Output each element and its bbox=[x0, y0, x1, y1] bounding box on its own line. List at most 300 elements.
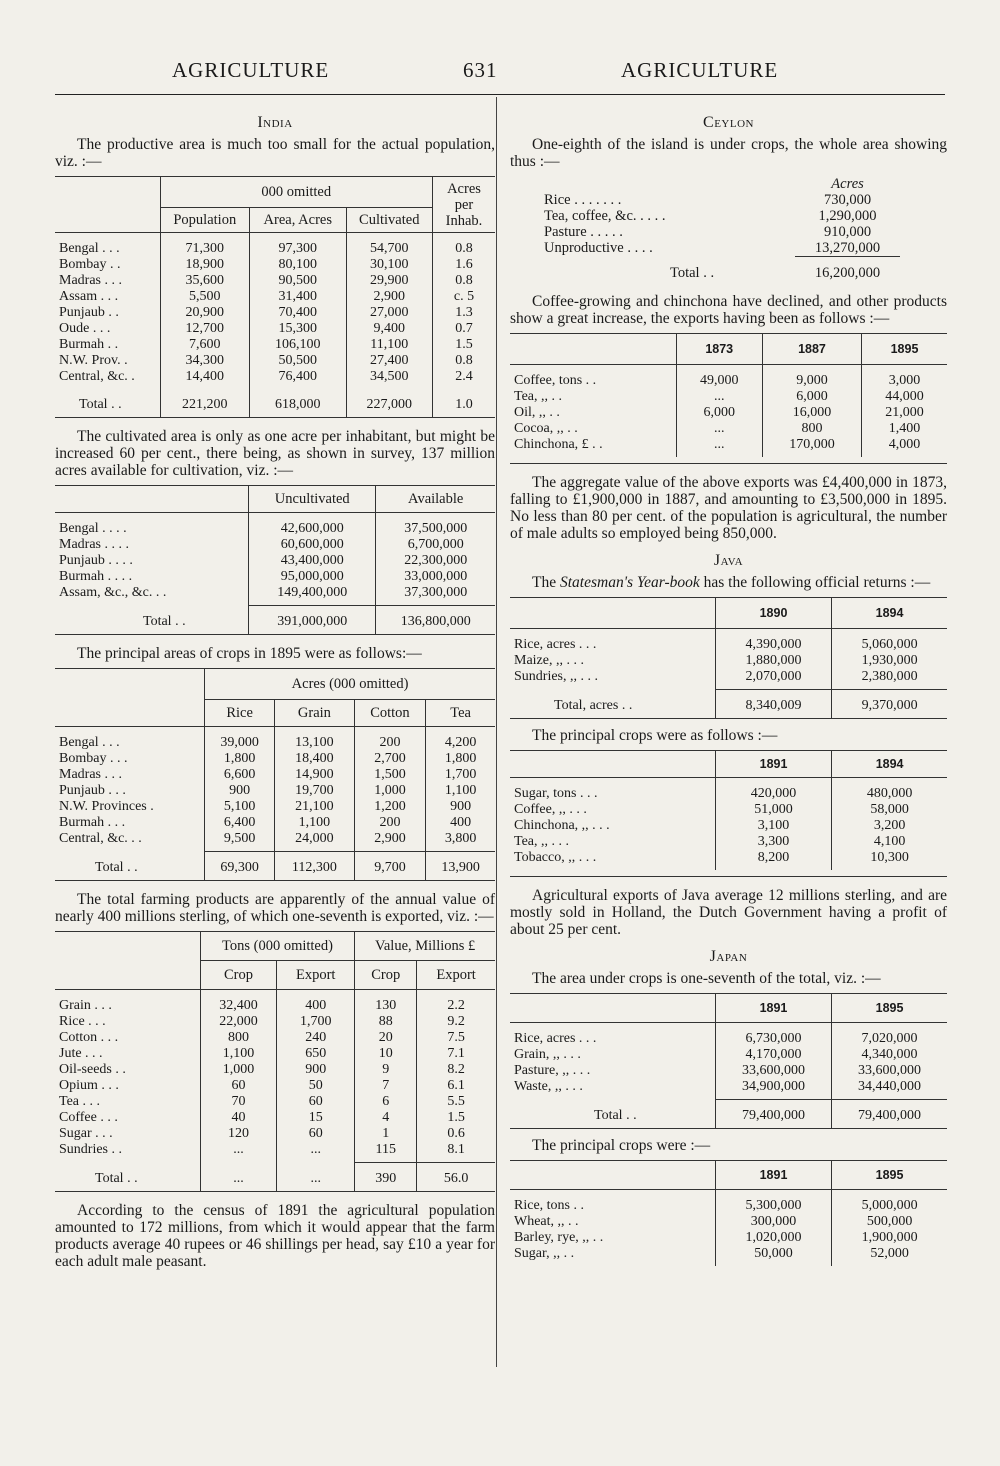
cell-value: 30,100 bbox=[346, 257, 433, 273]
cell-value: 1,930,000 bbox=[832, 653, 947, 669]
row-label: Barley, rye, ,, . . bbox=[514, 1230, 604, 1245]
table-row bbox=[55, 353, 495, 369]
cell-value: c. 5 bbox=[433, 289, 496, 305]
table-row bbox=[510, 389, 947, 405]
cell-value: ... bbox=[676, 437, 762, 457]
table-row bbox=[510, 629, 947, 654]
india-t3-h-tea: Tea bbox=[426, 700, 495, 727]
cell-value: 6,700,000 bbox=[376, 537, 495, 553]
row-label: Pasture . . . . . bbox=[544, 224, 623, 240]
cell-value: 15 bbox=[277, 1110, 355, 1126]
table-row bbox=[55, 767, 495, 783]
cell-value: 3,100 bbox=[715, 818, 831, 834]
cell-value: 1,700 bbox=[426, 767, 495, 783]
india-t3-total: Total . . 69,300 112,300 9,700 13,900 bbox=[55, 852, 495, 881]
ceylon-h-1873: 1873 bbox=[676, 334, 762, 365]
cell-value: 13,270,000 bbox=[814, 240, 881, 256]
row-label: Assam . . . bbox=[59, 289, 119, 304]
cell-value: 3,800 bbox=[426, 831, 495, 852]
row-label: Wheat, ,, . . bbox=[514, 1214, 579, 1229]
java-p2: The principal crops were as follows :— bbox=[532, 727, 778, 744]
ceylon-area-table bbox=[540, 176, 900, 285]
row-label: Cocoa, ,, . . bbox=[514, 421, 578, 436]
cell-value: 1,900,000 bbox=[832, 1230, 947, 1246]
india-p2: The cultivated area is only as one acre per inhabitant, but might be increased 60 per cent., there being, as shown in survey, 137 million acres available for cultivation, viz. :— bbox=[55, 428, 495, 479]
india-heading: India bbox=[257, 114, 293, 131]
table-row bbox=[55, 1014, 495, 1030]
table-row bbox=[55, 1030, 495, 1046]
table-row bbox=[510, 1230, 947, 1246]
cell-value: 34,900,000 bbox=[715, 1079, 831, 1100]
row-label: Central, &c. . . bbox=[59, 831, 142, 847]
japan-h-1891b: 1891 bbox=[715, 1161, 831, 1190]
cell-value: 50,000 bbox=[715, 1246, 831, 1266]
table-row bbox=[55, 799, 495, 815]
table-row bbox=[510, 653, 947, 669]
cell-value: 400 bbox=[426, 815, 495, 831]
cell-value: 1 bbox=[355, 1126, 417, 1142]
cell-value: 18,900 bbox=[160, 257, 250, 273]
table-row bbox=[55, 990, 495, 1015]
row-label: N.W. Prov. . bbox=[59, 353, 128, 368]
row-label: Sugar . . . bbox=[59, 1126, 113, 1141]
cell-value: 95,000,000 bbox=[249, 569, 376, 585]
table-row bbox=[55, 369, 495, 389]
row-label: Oil-seeds . . bbox=[59, 1062, 126, 1077]
cell-value: 1.5 bbox=[417, 1110, 495, 1126]
table-row bbox=[55, 815, 495, 831]
cell-value: 800 bbox=[200, 1030, 277, 1046]
ceylon-p3: The aggregate value of the above exports was £4,400,000 in 1873, falling to £1,900,000 in 1887, and amounting to £3,500,000 in 1895. No less than 80 per cent. of the population is agricultural, the number of male adults so employed being 850,000. bbox=[510, 474, 947, 542]
java-t1-total: Total, acres . . 8,340,009 9,370,000 bbox=[510, 690, 947, 719]
cell-value: 730,000 bbox=[823, 192, 872, 208]
cell-value: 33,600,000 bbox=[832, 1063, 947, 1079]
row-label: Tea . . . bbox=[59, 1094, 101, 1109]
cell-value: 58,000 bbox=[832, 802, 947, 818]
india-t1-area-head: Area, Acres bbox=[250, 208, 346, 233]
india-t2-av-head: Available bbox=[376, 486, 495, 513]
cell-value: 97,300 bbox=[250, 233, 346, 258]
cell-value: 20,900 bbox=[160, 305, 250, 321]
row-label: Rice, tons . . bbox=[514, 1198, 584, 1213]
india-t4-h-crop-value: Crop bbox=[355, 961, 417, 990]
india-area-table bbox=[55, 176, 495, 418]
cell-value: 1,200 bbox=[354, 799, 425, 815]
cell-value: 34,500 bbox=[346, 369, 433, 389]
row-label: Coffee, ,, . . . bbox=[514, 802, 587, 817]
running-head-right: AGRICULTURE bbox=[621, 58, 779, 82]
table-row bbox=[55, 289, 495, 305]
java-h-1891: 1891 bbox=[715, 751, 831, 778]
cell-value: 40 bbox=[200, 1110, 277, 1126]
india-t4-total: Total . . ... ... 390 56.0 bbox=[55, 1163, 495, 1192]
right-column bbox=[510, 104, 947, 1266]
india-uncultivated-table bbox=[55, 485, 495, 635]
table-row bbox=[55, 553, 495, 569]
table-row bbox=[510, 405, 947, 421]
cell-value: 1,100 bbox=[200, 1046, 277, 1062]
row-label: Sugar, ,, . . bbox=[514, 1246, 575, 1261]
table-row bbox=[510, 778, 947, 803]
cell-value: 60 bbox=[277, 1094, 355, 1110]
cell-value: 7 bbox=[355, 1078, 417, 1094]
cell-value: 0.6 bbox=[417, 1126, 495, 1142]
cell-value: 33,600,000 bbox=[715, 1063, 831, 1079]
india-t2-total: Total . . 391,000,000 136,800,000 bbox=[55, 606, 495, 635]
header-rule bbox=[55, 94, 945, 95]
ceylon-total: Total . . 16,200,000 bbox=[540, 257, 900, 286]
india-t4-h-crop: Crop bbox=[200, 961, 277, 990]
india-t1-pop-head: Population bbox=[160, 208, 250, 233]
row-label: Madras . . . . bbox=[59, 537, 129, 552]
cell-value: 120 bbox=[200, 1126, 277, 1142]
java-p3: Agricultural exports of Java average 12 millions sterling, and are mostly sold in Holland, the Dutch Government having a profit of about 25 per cent. bbox=[510, 887, 947, 938]
india-p4: The total farming products are apparently of the annual value of nearly 400 millions sterling, of which one-seventh is exported, viz. :— bbox=[55, 891, 495, 925]
cell-value: 51,000 bbox=[715, 802, 831, 818]
row-label: Punjaub . . . bbox=[59, 783, 126, 798]
cell-value: 130 bbox=[355, 990, 417, 1015]
japan-intro: The area under crops is one-seventh of the total, viz. :— bbox=[532, 970, 881, 987]
cell-value: 5,060,000 bbox=[832, 629, 947, 654]
japan-heading: Japan bbox=[709, 948, 748, 965]
table-row bbox=[540, 192, 900, 208]
cell-value: 10 bbox=[355, 1046, 417, 1062]
table-row bbox=[55, 513, 495, 538]
row-label: Maize, ,, . . . bbox=[514, 653, 584, 668]
left-column bbox=[55, 104, 495, 1276]
cell-value: 29,900 bbox=[346, 273, 433, 289]
cell-value: 1,000 bbox=[354, 783, 425, 799]
row-label: Grain . . . bbox=[59, 998, 112, 1013]
cell-value: 200 bbox=[354, 727, 425, 752]
cell-value: 9,000 bbox=[762, 365, 861, 390]
table-row bbox=[510, 1023, 947, 1048]
cell-value: ... bbox=[277, 1142, 355, 1163]
cell-value: 60 bbox=[277, 1126, 355, 1142]
cell-value: 2,900 bbox=[354, 831, 425, 852]
cell-value: 1,000 bbox=[200, 1062, 277, 1078]
cell-value: 32,400 bbox=[200, 990, 277, 1015]
java-crops-table bbox=[510, 750, 947, 870]
cell-value: 6.1 bbox=[417, 1078, 495, 1094]
row-label: Unproductive . . . . bbox=[544, 240, 653, 257]
table-row bbox=[510, 834, 947, 850]
cell-value: 3,200 bbox=[832, 818, 947, 834]
cell-value: 3,300 bbox=[715, 834, 831, 850]
cell-value: 6,400 bbox=[205, 815, 275, 831]
india-products-table bbox=[55, 931, 495, 1192]
india-t1-acres-head: Acres per Inhab. bbox=[433, 177, 496, 233]
cell-value: 6,000 bbox=[676, 405, 762, 421]
cell-value: 900 bbox=[277, 1062, 355, 1078]
cell-value: 5,000,000 bbox=[832, 1190, 947, 1215]
cell-value: 8.2 bbox=[417, 1062, 495, 1078]
ceylon-heading: Ceylon bbox=[703, 114, 754, 131]
java-h-1890: 1890 bbox=[715, 598, 831, 629]
india-t1-total: Total . . 221,200 618,000 227,000 1.0 bbox=[55, 389, 495, 418]
java-returns-table bbox=[510, 597, 947, 719]
table-row bbox=[55, 273, 495, 289]
cell-value: 22,000 bbox=[200, 1014, 277, 1030]
cell-value: 49,000 bbox=[676, 365, 762, 390]
india-t4-h-export-value: Export bbox=[417, 961, 495, 990]
cell-value: 10,300 bbox=[832, 850, 947, 870]
cell-value: 19,700 bbox=[275, 783, 355, 799]
cell-value: 12,700 bbox=[160, 321, 250, 337]
table-row bbox=[510, 421, 947, 437]
row-label: Tobacco, ,, . . . bbox=[514, 850, 597, 865]
cell-value: 1,100 bbox=[275, 815, 355, 831]
cell-value: 1.6 bbox=[433, 257, 496, 273]
cell-value: 7,600 bbox=[160, 337, 250, 353]
cell-value: 900 bbox=[426, 799, 495, 815]
row-label: Chinchona, ,, . . . bbox=[514, 818, 610, 833]
cell-value: 420,000 bbox=[715, 778, 831, 803]
cell-value: 910,000 bbox=[823, 224, 872, 240]
row-label: Bengal . . . bbox=[59, 241, 120, 256]
cell-value: 2.2 bbox=[417, 990, 495, 1015]
cell-value: ... bbox=[676, 421, 762, 437]
row-label: Cotton . . . bbox=[59, 1030, 119, 1045]
cell-value: 4,390,000 bbox=[715, 629, 831, 654]
cell-value: 24,000 bbox=[275, 831, 355, 852]
cell-value: 400 bbox=[277, 990, 355, 1015]
row-label: Punjaub . . . . bbox=[59, 553, 133, 568]
row-label: Burmah . . bbox=[59, 337, 119, 352]
cell-value: 8,200 bbox=[715, 850, 831, 870]
java-h-1894b: 1894 bbox=[832, 751, 947, 778]
table-row bbox=[55, 783, 495, 799]
cell-value: 34,300 bbox=[160, 353, 250, 369]
cell-value: 6,600 bbox=[205, 767, 275, 783]
row-label: Madras . . . bbox=[59, 273, 122, 288]
cell-value: 650 bbox=[277, 1046, 355, 1062]
cell-value: 39,000 bbox=[205, 727, 275, 752]
cell-value: 5,500 bbox=[160, 289, 250, 305]
cell-value: 5.5 bbox=[417, 1094, 495, 1110]
japan-t1-total: Total . . 79,400,000 79,400,000 bbox=[510, 1100, 947, 1129]
table-row bbox=[55, 585, 495, 606]
cell-value: 1.5 bbox=[433, 337, 496, 353]
java-heading: Java bbox=[713, 552, 744, 569]
india-t3-h-cotton: Cotton bbox=[354, 700, 425, 727]
india-t3-group: Acres (000 omitted) bbox=[205, 669, 495, 700]
row-label: Burmah . . . bbox=[59, 815, 126, 830]
table-row bbox=[510, 1190, 947, 1215]
row-label: Oil, ,, . . bbox=[514, 405, 560, 420]
cell-value: 2,380,000 bbox=[832, 669, 947, 690]
ceylon-intro: One-eighth of the island is under crops, the whole area showing thus :— bbox=[510, 136, 947, 170]
cell-value: 149,400,000 bbox=[249, 585, 376, 606]
table-row bbox=[55, 831, 495, 852]
ceylon-h-1895: 1895 bbox=[862, 334, 947, 365]
table-row bbox=[510, 1079, 947, 1100]
cell-value: 37,300,000 bbox=[376, 585, 495, 606]
cell-value: 71,300 bbox=[160, 233, 250, 258]
india-t1-cult-head: Cultivated bbox=[346, 208, 433, 233]
row-label: Sundries, ,, . . . bbox=[514, 669, 598, 685]
cell-value: ... bbox=[676, 389, 762, 405]
cell-value: 21,100 bbox=[275, 799, 355, 815]
row-label: Assam, &c., &c. . . bbox=[59, 585, 167, 601]
row-label: Waste, ,, . . . bbox=[514, 1079, 583, 1095]
cell-value: 14,400 bbox=[160, 369, 250, 389]
cell-value: 2,900 bbox=[346, 289, 433, 305]
cell-value: 1,700 bbox=[277, 1014, 355, 1030]
cell-value: 33,000,000 bbox=[376, 569, 495, 585]
cell-value: 4,340,000 bbox=[832, 1047, 947, 1063]
table-row bbox=[55, 1078, 495, 1094]
japan-p2: The principal crops were :— bbox=[532, 1137, 711, 1154]
table-row bbox=[540, 208, 900, 224]
table-row bbox=[55, 1126, 495, 1142]
cell-value: 1,880,000 bbox=[715, 653, 831, 669]
row-label: Sundries . . bbox=[59, 1142, 122, 1158]
cell-value: 240 bbox=[277, 1030, 355, 1046]
cell-value: 800 bbox=[762, 421, 861, 437]
cell-value: 16,000 bbox=[762, 405, 861, 421]
ceylon-acres-label: Acres bbox=[831, 176, 864, 192]
cell-value: 37,500,000 bbox=[376, 513, 495, 538]
cell-value: 20 bbox=[355, 1030, 417, 1046]
cell-value: 90,500 bbox=[250, 273, 346, 289]
cell-value: 43,400,000 bbox=[249, 553, 376, 569]
cell-value: 27,400 bbox=[346, 353, 433, 369]
cell-value: 9.2 bbox=[417, 1014, 495, 1030]
table-row bbox=[55, 1142, 495, 1163]
table-row bbox=[510, 1063, 947, 1079]
india-t4-g1: Tons (000 omitted) bbox=[200, 932, 355, 961]
cell-value: 4 bbox=[355, 1110, 417, 1126]
cell-value: 6,000 bbox=[762, 389, 861, 405]
india-t1-group: 000 omitted bbox=[160, 177, 432, 208]
india-p5: According to the census of 1891 the agricultural population amounted to 172 millions, from which it would appear that the farm products average 40 rupees or 46 shillings per head, say £10 a year for each adult male peasant. bbox=[55, 1202, 495, 1270]
cell-value: 4,200 bbox=[426, 727, 495, 752]
japan-h-1891: 1891 bbox=[715, 994, 831, 1023]
cell-value: 5,100 bbox=[205, 799, 275, 815]
row-label: Rice . . . . . . . bbox=[544, 192, 622, 208]
cell-value: 52,000 bbox=[832, 1246, 947, 1266]
cell-value: 18,400 bbox=[275, 751, 355, 767]
row-label: Coffee, tons . . bbox=[514, 373, 597, 388]
india-t4-h-export: Export bbox=[277, 961, 355, 990]
cell-value: 1,290,000 bbox=[818, 208, 877, 224]
japan-area-table bbox=[510, 993, 947, 1129]
table-row bbox=[55, 751, 495, 767]
cell-value: 5,300,000 bbox=[715, 1190, 831, 1215]
cell-value: 76,400 bbox=[250, 369, 346, 389]
cell-value: 3,000 bbox=[862, 365, 947, 390]
row-label: Jute . . . bbox=[59, 1046, 103, 1061]
row-label: Punjaub . . bbox=[59, 305, 119, 320]
cell-value: 44,000 bbox=[862, 389, 947, 405]
cell-value: 900 bbox=[205, 783, 275, 799]
cell-value: 1,800 bbox=[426, 751, 495, 767]
cell-value: 42,600,000 bbox=[249, 513, 376, 538]
cell-value: 500,000 bbox=[832, 1214, 947, 1230]
cell-value: 22,300,000 bbox=[376, 553, 495, 569]
cell-value: 200 bbox=[354, 815, 425, 831]
cell-value: 70,400 bbox=[250, 305, 346, 321]
japan-h-1895b: 1895 bbox=[832, 1161, 947, 1190]
row-label: Bengal . . . bbox=[59, 735, 120, 750]
cell-value: 2,070,000 bbox=[715, 669, 831, 690]
cell-value: 14,900 bbox=[275, 767, 355, 783]
cell-value: 50 bbox=[277, 1078, 355, 1094]
table-row bbox=[55, 321, 495, 337]
cell-value: 9,400 bbox=[346, 321, 433, 337]
java-intro: The Statesman's Year-book has the following official returns :— bbox=[532, 574, 931, 591]
table-row bbox=[55, 1094, 495, 1110]
table-row bbox=[510, 437, 947, 457]
row-label: Tea, coffee, &c. . . . . bbox=[544, 208, 666, 224]
table-row bbox=[510, 850, 947, 870]
cell-value: 0.8 bbox=[433, 273, 496, 289]
table-row bbox=[510, 1246, 947, 1266]
cell-value: 6 bbox=[355, 1094, 417, 1110]
cell-value: 2,700 bbox=[354, 751, 425, 767]
cell-value: 106,100 bbox=[250, 337, 346, 353]
table-row bbox=[510, 802, 947, 818]
cell-value: 7.5 bbox=[417, 1030, 495, 1046]
table-row bbox=[55, 305, 495, 321]
cell-value: 60,600,000 bbox=[249, 537, 376, 553]
cell-value: 480,000 bbox=[832, 778, 947, 803]
table-row bbox=[55, 1046, 495, 1062]
cell-value: 7,020,000 bbox=[832, 1023, 947, 1048]
table-row bbox=[55, 727, 495, 752]
cell-value: 27,000 bbox=[346, 305, 433, 321]
table-row bbox=[55, 337, 495, 353]
table-row bbox=[55, 1062, 495, 1078]
table-row bbox=[540, 224, 900, 240]
india-p3: The principal areas of crops in 1895 were as follows:— bbox=[77, 645, 422, 662]
cell-value: 1,400 bbox=[862, 421, 947, 437]
table-row bbox=[510, 818, 947, 834]
cell-value: 0.8 bbox=[433, 233, 496, 258]
cell-value: 54,700 bbox=[346, 233, 433, 258]
cell-value: 1,800 bbox=[205, 751, 275, 767]
table-row bbox=[510, 365, 947, 390]
row-label: Grain, ,, . . . bbox=[514, 1047, 581, 1062]
ceylon-exports-table bbox=[510, 333, 947, 457]
table-row bbox=[55, 1110, 495, 1126]
row-label: Tea, ,, . . bbox=[514, 389, 563, 404]
cell-value: 88 bbox=[355, 1014, 417, 1030]
table-row bbox=[510, 1047, 947, 1063]
row-label: Sugar, tons . . . bbox=[514, 786, 598, 801]
cell-value: 9,500 bbox=[205, 831, 275, 852]
row-label: Pasture, ,, . . . bbox=[514, 1063, 591, 1078]
cell-value: 2.4 bbox=[433, 369, 496, 389]
row-label: Opium . . . bbox=[59, 1078, 119, 1093]
india-crops-table bbox=[55, 668, 495, 881]
running-head-left: AGRICULTURE bbox=[172, 58, 330, 82]
cell-value: 34,440,000 bbox=[832, 1079, 947, 1100]
cell-value: 1,100 bbox=[426, 783, 495, 799]
column-divider bbox=[496, 97, 497, 1367]
india-intro: The productive area is much too small for the actual population, viz. :— bbox=[55, 136, 495, 170]
table-row bbox=[55, 537, 495, 553]
cell-value: 11,100 bbox=[346, 337, 433, 353]
row-label: Central, &c. . bbox=[59, 369, 135, 384]
cell-value: 15,300 bbox=[250, 321, 346, 337]
row-label: Rice, acres . . . bbox=[514, 1031, 597, 1046]
cell-value: 8.1 bbox=[417, 1142, 495, 1163]
row-label: Madras . . . bbox=[59, 767, 122, 782]
cell-value: 0.7 bbox=[433, 321, 496, 337]
table-row bbox=[540, 240, 900, 257]
